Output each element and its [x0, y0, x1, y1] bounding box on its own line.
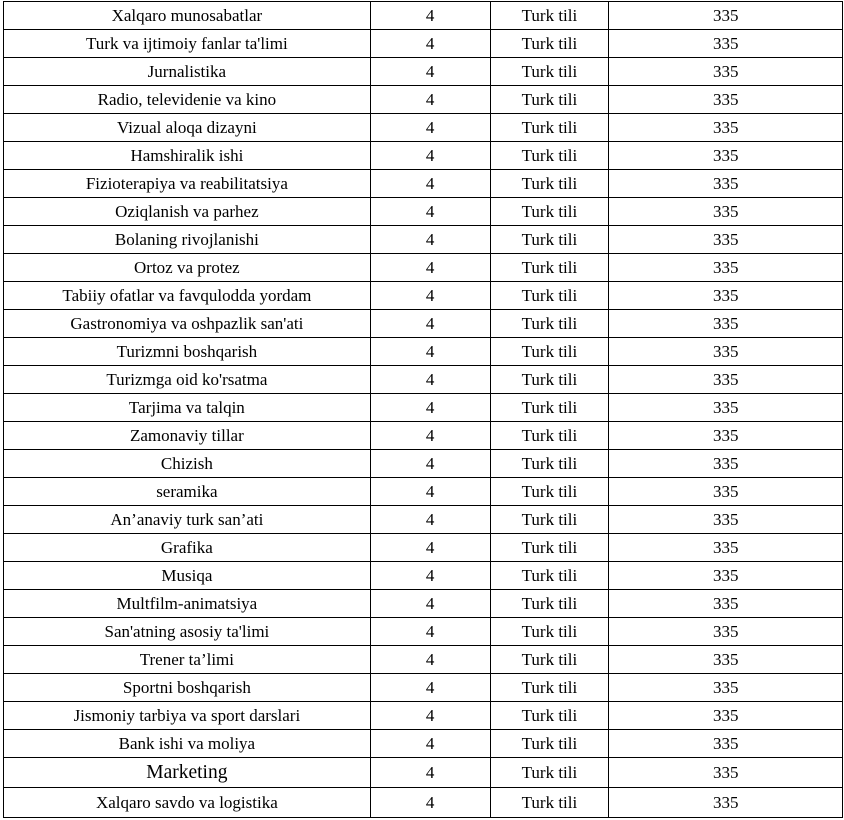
quota-cell: 335 [609, 730, 843, 758]
program-cell: Trener ta’limi [4, 646, 371, 674]
table-row [4, 114, 843, 142]
program-cell: Chizish [4, 450, 371, 478]
table-row [4, 506, 843, 534]
quota-cell: 335 [609, 366, 843, 394]
language-cell: Turk tili [490, 114, 609, 142]
program-cell: Jurnalistika [4, 58, 371, 86]
language-cell: Turk tili [490, 58, 609, 86]
years-cell: 4 [370, 226, 490, 254]
quota-cell: 335 [609, 114, 843, 142]
years-cell: 4 [370, 730, 490, 758]
language-cell: Turk tili [490, 478, 609, 506]
program-cell: Hamshiralik ishi [4, 142, 371, 170]
table-row [4, 450, 843, 478]
table-row [4, 58, 843, 86]
program-cell: Ortoz va protez [4, 254, 371, 282]
program-cell: Xalqaro savdo va logistika [4, 788, 371, 818]
table-row [4, 142, 843, 170]
quota-cell: 335 [609, 394, 843, 422]
program-cell: Fizioterapiya va reabilitatsiya [4, 170, 371, 198]
years-cell: 4 [370, 394, 490, 422]
program-cell: Jismoniy tarbiya va sport darslari [4, 702, 371, 730]
quota-cell: 335 [609, 450, 843, 478]
table-row [4, 674, 843, 702]
quota-cell: 335 [609, 590, 843, 618]
language-cell: Turk tili [490, 758, 609, 788]
years-cell: 4 [370, 282, 490, 310]
language-cell: Turk tili [490, 198, 609, 226]
years-cell: 4 [370, 534, 490, 562]
language-cell: Turk tili [490, 702, 609, 730]
program-cell: San'atning asosiy ta'limi [4, 618, 371, 646]
quota-cell: 335 [609, 282, 843, 310]
quota-cell: 335 [609, 310, 843, 338]
table-row [4, 282, 843, 310]
program-cell: Oziqlanish va parhez [4, 198, 371, 226]
program-cell: seramika [4, 478, 371, 506]
years-cell: 4 [370, 674, 490, 702]
table-row [4, 366, 843, 394]
years-cell: 4 [370, 198, 490, 226]
language-cell: Turk tili [490, 254, 609, 282]
quota-cell: 335 [609, 562, 843, 590]
years-cell: 4 [370, 30, 490, 58]
quota-cell: 335 [609, 198, 843, 226]
years-cell: 4 [370, 562, 490, 590]
language-cell: Turk tili [490, 30, 609, 58]
quota-cell: 335 [609, 788, 843, 818]
quota-cell: 335 [609, 702, 843, 730]
quota-cell: 335 [609, 142, 843, 170]
language-cell: Turk tili [490, 170, 609, 198]
years-cell: 4 [370, 478, 490, 506]
table-row [4, 758, 843, 788]
program-cell: Tabiiy ofatlar va favqulodda yordam [4, 282, 371, 310]
table-row [4, 2, 843, 30]
years-cell: 4 [370, 366, 490, 394]
program-cell: Radio, televidenie va kino [4, 86, 371, 114]
quota-cell: 335 [609, 86, 843, 114]
program-cell: Sportni boshqarish [4, 674, 371, 702]
program-cell: Bolaning rivojlanishi [4, 226, 371, 254]
language-cell: Turk tili [490, 338, 609, 366]
table-row [4, 310, 843, 338]
language-cell: Turk tili [490, 142, 609, 170]
program-cell: Turizmga oid ko'rsatma [4, 366, 371, 394]
language-cell: Turk tili [490, 788, 609, 818]
quota-cell: 335 [609, 226, 843, 254]
language-cell: Turk tili [490, 506, 609, 534]
quota-cell: 335 [609, 170, 843, 198]
quota-cell: 335 [609, 534, 843, 562]
years-cell: 4 [370, 114, 490, 142]
quota-cell: 335 [609, 254, 843, 282]
language-cell: Turk tili [490, 366, 609, 394]
table-row [4, 618, 843, 646]
table-row [4, 170, 843, 198]
table-row [4, 254, 843, 282]
language-cell: Turk tili [490, 618, 609, 646]
years-cell: 4 [370, 618, 490, 646]
program-cell: Marketing [4, 758, 371, 788]
years-cell: 4 [370, 338, 490, 366]
program-cell: Turizmni boshqarish [4, 338, 371, 366]
years-cell: 4 [370, 142, 490, 170]
program-cell: An’anaviy turk san’ati [4, 506, 371, 534]
language-cell: Turk tili [490, 86, 609, 114]
table-row [4, 86, 843, 114]
years-cell: 4 [370, 646, 490, 674]
quota-cell: 335 [609, 422, 843, 450]
table-row [4, 590, 843, 618]
program-cell: Zamonaviy tillar [4, 422, 371, 450]
years-cell: 4 [370, 86, 490, 114]
language-cell: Turk tili [490, 590, 609, 618]
quota-cell: 335 [609, 58, 843, 86]
years-cell: 4 [370, 450, 490, 478]
program-cell: Gastronomiya va oshpazlik san'ati [4, 310, 371, 338]
language-cell: Turk tili [490, 394, 609, 422]
program-cell: Musiqa [4, 562, 371, 590]
table-row [4, 788, 843, 818]
quota-cell: 335 [609, 646, 843, 674]
table-row [4, 562, 843, 590]
language-cell: Turk tili [490, 674, 609, 702]
table-row [4, 478, 843, 506]
table-row [4, 30, 843, 58]
program-cell: Tarjima va talqin [4, 394, 371, 422]
language-cell: Turk tili [490, 422, 609, 450]
table-row [4, 646, 843, 674]
language-cell: Turk tili [490, 534, 609, 562]
years-cell: 4 [370, 2, 490, 30]
language-cell: Turk tili [490, 646, 609, 674]
years-cell: 4 [370, 590, 490, 618]
program-cell: Vizual aloqa dizayni [4, 114, 371, 142]
quota-cell: 335 [609, 758, 843, 788]
years-cell: 4 [370, 788, 490, 818]
years-cell: 4 [370, 254, 490, 282]
quota-cell: 335 [609, 338, 843, 366]
program-cell: Bank ishi va moliya [4, 730, 371, 758]
quota-cell: 335 [609, 674, 843, 702]
program-cell: Turk va ijtimoiy fanlar ta'limi [4, 30, 371, 58]
years-cell: 4 [370, 310, 490, 338]
years-cell: 4 [370, 702, 490, 730]
language-cell: Turk tili [490, 450, 609, 478]
quota-cell: 335 [609, 30, 843, 58]
program-cell: Multfilm-animatsiya [4, 590, 371, 618]
table-row [4, 226, 843, 254]
language-cell: Turk tili [490, 562, 609, 590]
years-cell: 4 [370, 58, 490, 86]
language-cell: Turk tili [490, 730, 609, 758]
quota-cell: 335 [609, 478, 843, 506]
table-row [4, 534, 843, 562]
years-cell: 4 [370, 422, 490, 450]
table-row [4, 422, 843, 450]
programs-table-body [4, 2, 843, 818]
years-cell: 4 [370, 170, 490, 198]
language-cell: Turk tili [490, 310, 609, 338]
table-row [4, 730, 843, 758]
table-row [4, 702, 843, 730]
language-cell: Turk tili [490, 282, 609, 310]
program-cell: Xalqaro munosabatlar [4, 2, 371, 30]
years-cell: 4 [370, 758, 490, 788]
quota-cell: 335 [609, 506, 843, 534]
table-row [4, 198, 843, 226]
table-row [4, 338, 843, 366]
quota-cell: 335 [609, 618, 843, 646]
years-cell: 4 [370, 506, 490, 534]
quota-cell: 335 [609, 2, 843, 30]
language-cell: Turk tili [490, 226, 609, 254]
table-row [4, 394, 843, 422]
language-cell: Turk tili [490, 2, 609, 30]
programs-table [3, 1, 843, 818]
program-cell: Grafika [4, 534, 371, 562]
